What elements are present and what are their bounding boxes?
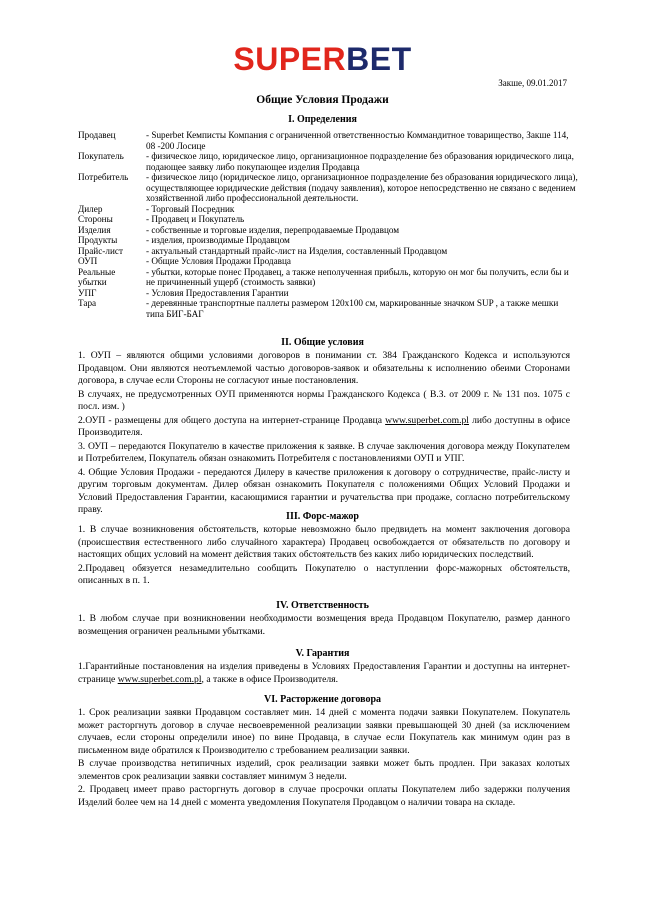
definition-term: УПГ: [78, 287, 97, 298]
definition-term: Изделия: [78, 224, 111, 235]
definition-term: ОУП: [78, 256, 98, 266]
definition-term: Дилер: [78, 203, 103, 214]
definition-desc: - Торговый Посредник: [146, 203, 235, 214]
definition-term: Потребитель: [78, 172, 129, 182]
general-p2-text-end: либо доступны в офисе Производителя.: [78, 414, 570, 438]
definition-row: [78, 298, 578, 319]
definition-desc: - актуальный стандартный прайс-лист на Изделия, составленный Продавцом: [146, 245, 448, 256]
section-general-heading: II. Общие условия: [281, 337, 364, 348]
termination-p2: 2. Продавец имеет право расторгнуть договор в случае просрочки оплаты Покупателем либо задержки получения Изделий более чем на 14 дней с момента уведомления Покупателя Продавцом о наличии товара на складе.: [78, 784, 570, 808]
definition-desc: - убытки, которые понес Продавец, а также неполученная прибыль, которую он мог бы получить, если бы и не причиненный ущерб (стоимость заявки): [146, 266, 569, 287]
definition-row: [78, 246, 578, 257]
definition-row: [78, 214, 578, 225]
definition-term: Тара: [78, 298, 97, 308]
definition-row: [78, 267, 578, 288]
warranty-p1-text-end: , а также в офисе Производителя.: [201, 673, 338, 685]
general-p1: 1. ОУП – являются общими условиями договоров в понимании ст. 384 Гражданского Кодекса и используются Продавцом. Они являются неотъемлемой частью договоров-заявок и обязательны к исполнению обеими Сторонами договора, в случае если Стороны не согласуют иные постановления.: [78, 350, 570, 386]
general-p4: 4. Общие Условия Продажи - передаются Дилеру в качестве приложения к договору о сотрудничестве, прайс-листу и другим торговым документам. Дилер обязан ознакомить Покупателя с положениями Общих Условий Продажи и Условий Предоставления Гарантии, касающимися гарантии и ручательства при продаже, согласно потребительскому праву.: [78, 466, 570, 515]
definition-term: Покупатель: [78, 151, 124, 161]
definition-term: Продукты: [78, 235, 118, 245]
section-liability-heading: IV. Ответственность: [276, 600, 369, 611]
definitions-list: [78, 130, 578, 319]
section-force-heading: III. Форс-мажор: [286, 511, 359, 522]
liability: [78, 613, 570, 639]
general-p3: 3. ОУП – передаются Покупателю в качестве приложения к заявке. В случае заключения договора между Покупателем и Потребителем, Покупатель обязан ознакомить Потребителя с постановлениями ОУП и УПГ.: [78, 440, 570, 464]
section-termination-heading: VI. Расторжение договора: [263, 694, 382, 705]
definition-row: [78, 204, 578, 215]
definition-row: [78, 235, 578, 246]
section-definitions-heading: I. Определения: [288, 114, 357, 125]
superbet-link-warranty[interactable]: www.superbet.com.pl: [117, 673, 202, 685]
force-p2: 2.Продавец обязуется незамедлительно сообщить Покупателю о наступлении форс-мажорных обстоятельств, описанных в п. 1.: [78, 562, 570, 586]
definition-desc: - физическое лицо (юридическое лицо, организационное подразделение без образования юридического лица), осуществляющее юридические действия (подачу заявления), которое непосредственно не связано с ведением хозяйственной либо профессиональной деятельности.: [146, 172, 578, 203]
document-title: Общие Условия Продажи: [256, 94, 389, 106]
definition-row: [78, 288, 578, 299]
definition-desc: - Общие Условия Продажи Продавца: [146, 256, 291, 266]
definition-row: [78, 256, 578, 267]
termination: [78, 707, 570, 810]
definition-desc: - деревянные транспортные паллеты размером 120x100 см, маркированные значком SUP , а также мешки типа БИГ-БАГ: [146, 298, 559, 319]
force-p1: 1. В случае возникновения обстоятельств, которые невозможно было предвидеть на момент заключения договора (происшествия естественного либо случайного характера) Продавец освобождается от обязательств по договору и настоящих общих условий на момент действия таких обстоятельств без каких либо юридических последствий.: [78, 524, 570, 560]
definition-row: [78, 151, 578, 172]
termination-p1: 1. Срок реализации заявки Продавцом составляет мин. 14 дней с момента подачи заявки Покупателем. Покупатель может расторгнуть договор в случае несвоевременной реализации заявки превышающей 30 дней (за исключением случаев, если стороны определили иное) по вине Продавца, в случае если Покупатель как минимум один раз в письменном виде обратился к Производителю с требованием реализации заявки.: [78, 707, 570, 756]
general-p1b: В случаях, не предусмотренных ОУП применяются нормы Гражданского Кодекса ( В.З. от 2009 г. № 131 поз. 1075 с посл. изм. ): [78, 388, 570, 412]
definition-row: [78, 130, 578, 151]
general-p2: [78, 415, 570, 440]
superbet-link[interactable]: www.superbet.com.pl: [385, 414, 469, 426]
definition-desc: - Условия Предоставления Гарантии: [146, 287, 289, 298]
definition-desc: - физическое лицо, юридическое лицо, организационное подразделение без образования юридического лица, подающее заявку либо покупающее изделия Продавца: [146, 151, 574, 172]
warranty-p1: [78, 661, 570, 686]
definition-desc: - Продавец и Покупатель: [146, 214, 245, 224]
definition-term: Продавец: [78, 130, 116, 140]
definition-row: [78, 225, 578, 236]
logo-bet: BET: [346, 41, 412, 77]
termination-p1b: В случае производства нетипичных изделий, срок реализации заявки может быть продлен. При заказах колотых элементов срок реализации заявки составляет минимум 3 недели.: [78, 758, 570, 782]
document-date: Закшe, 09.01.2017: [498, 78, 567, 88]
force-majeure: [78, 524, 570, 589]
general-conditions: [78, 350, 570, 518]
definition-term: Реальные убытки: [78, 266, 116, 287]
definition-row: [78, 172, 578, 204]
definition-desc: - Superbet Кемписты Компания с ограниченной ответственностью Коммандитное товарищество, Закше 114, 08 -200 Лосице: [146, 130, 569, 151]
section-warranty-heading: V. Гарантия: [295, 648, 350, 659]
definition-term: Прайс-лист: [78, 245, 123, 256]
superbet-logo: [0, 40, 645, 78]
liability-p1: 1. В любом случае при возникновении необходимости возмещения вреда Продавцом Покупателю, размер данного возмещения ограничен реальными убытками.: [78, 613, 570, 637]
warranty: [78, 661, 570, 687]
warranty-p1-text: 1.Гарантийные постановления на изделия приведены в Условиях Предоставления Гарантии и доступны на интернет-странице: [78, 661, 570, 685]
definition-term: Стороны: [78, 214, 113, 224]
general-p2-text: 2.ОУП - размещены для общего доступа на интернет-странице Продавца: [78, 414, 386, 426]
definition-desc: - собственные и торговые изделия, перепродаваемые Продавцом: [146, 224, 400, 235]
definition-desc: - изделия, производимые Продавцом: [146, 235, 290, 245]
logo-super: SUPER: [233, 41, 347, 77]
